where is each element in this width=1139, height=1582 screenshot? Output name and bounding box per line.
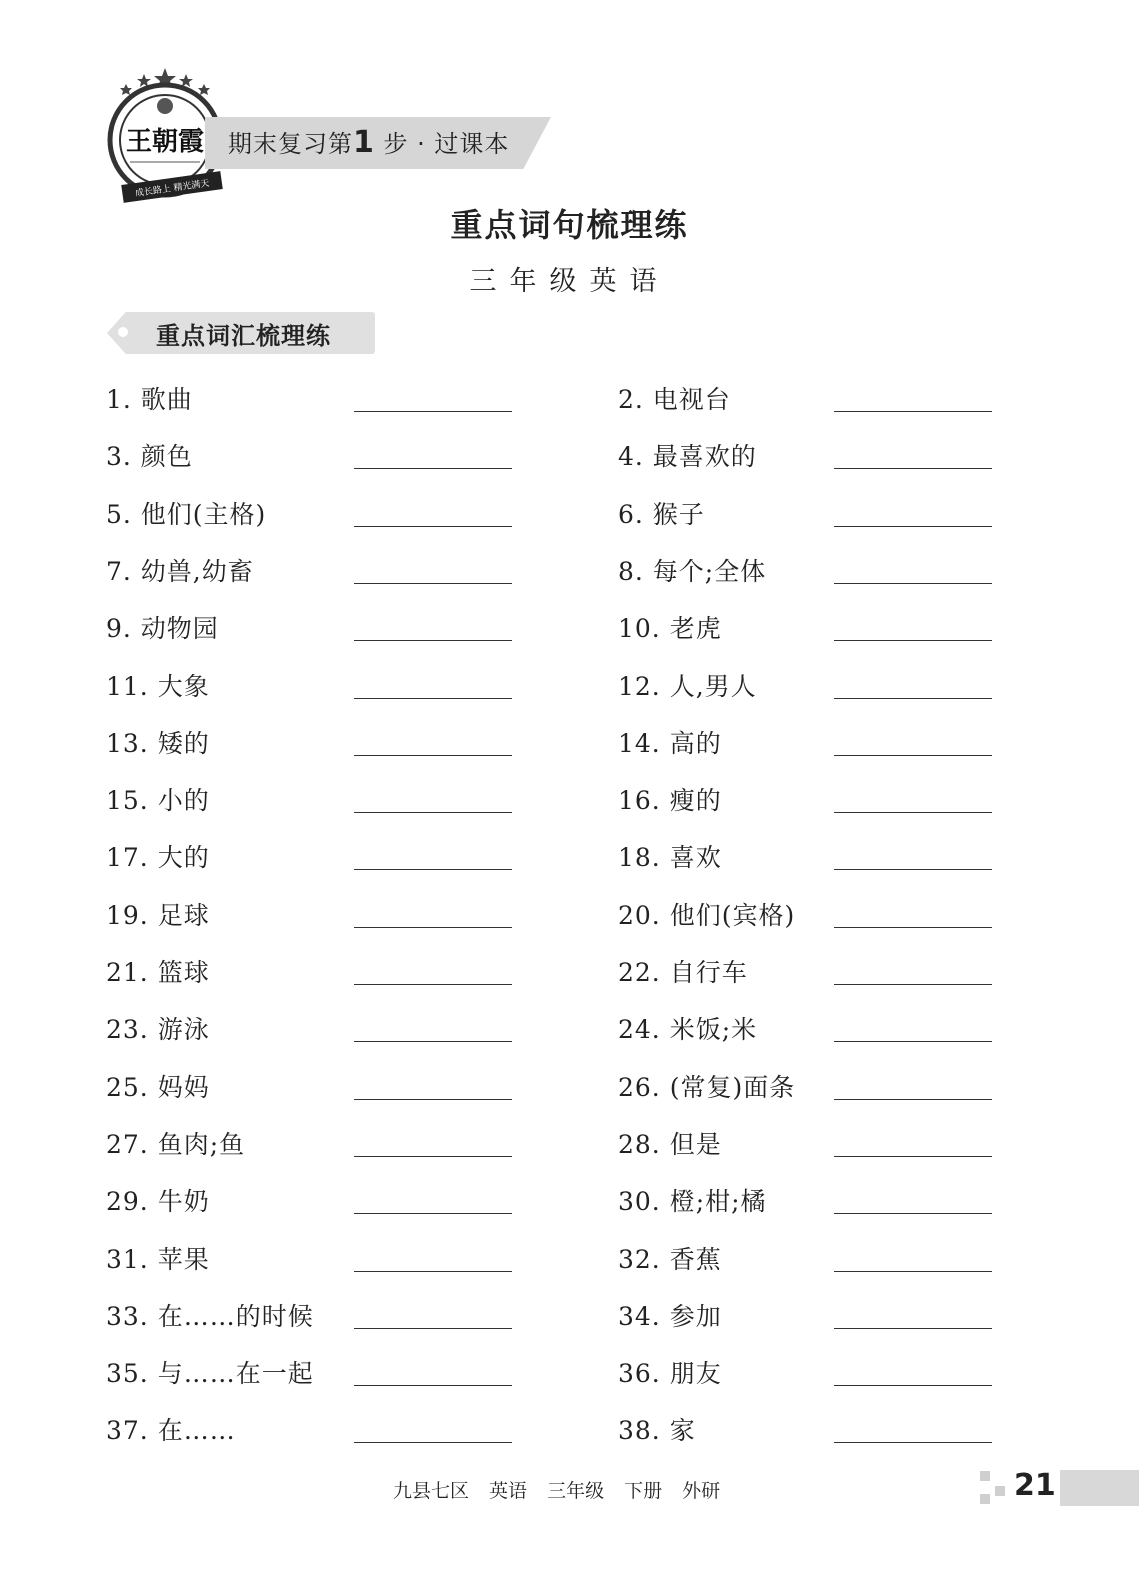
answer-blank[interactable]	[834, 1385, 992, 1386]
answer-blank[interactable]	[354, 984, 512, 985]
logo-slogan: 成长路上 精光满天	[134, 178, 211, 200]
vocab-item-label: 14. 高的	[618, 728, 722, 758]
answer-blank[interactable]	[354, 640, 512, 641]
answer-blank[interactable]	[354, 1041, 512, 1042]
vocab-item-label: 30. 橙;柑;橘	[618, 1187, 767, 1217]
answer-blank[interactable]	[834, 640, 992, 641]
banner-step: 1	[353, 125, 375, 160]
vocab-item-label: 3. 颜色	[106, 442, 193, 472]
banner-prefix: 期末复习第	[228, 130, 353, 158]
vocab-item-label: 5. 他们(主格)	[106, 499, 267, 529]
answer-blank[interactable]	[834, 583, 992, 584]
answer-blank[interactable]	[354, 1271, 512, 1272]
answer-blank[interactable]	[354, 526, 512, 527]
footer-decor	[980, 1471, 990, 1481]
answer-blank[interactable]	[834, 411, 992, 412]
page-subtitle: 三年级英语	[469, 266, 670, 297]
banner-suffix: 步 · 过课本	[383, 130, 510, 158]
answer-blank[interactable]	[354, 927, 512, 928]
vocab-item-label: 26. (常复)面条	[618, 1072, 796, 1102]
footer-bar	[1060, 1470, 1139, 1506]
answer-blank[interactable]	[834, 1099, 992, 1100]
logo-name: 王朝霞	[125, 127, 205, 157]
answer-blank[interactable]	[834, 812, 992, 813]
vocab-item-label: 33. 在……的时候	[106, 1301, 314, 1331]
footer-decor	[995, 1486, 1005, 1496]
page-number: 21	[1014, 1468, 1056, 1503]
vocab-item-label: 38. 家	[618, 1416, 696, 1446]
vocab-item-label: 34. 参加	[618, 1301, 722, 1331]
vocab-item-label: 9. 动物园	[106, 614, 219, 644]
vocab-item-label: 29. 牛奶	[106, 1187, 210, 1217]
vocab-item-label: 35. 与……在一起	[106, 1359, 314, 1389]
answer-blank[interactable]	[834, 755, 992, 756]
answer-blank[interactable]	[354, 1156, 512, 1157]
vocab-item-label: 23. 游泳	[106, 1015, 210, 1045]
vocab-item-label: 8. 每个;全体	[618, 556, 767, 586]
vocab-item-label: 16. 瘦的	[618, 786, 722, 816]
vocab-item-label: 2. 电视台	[618, 385, 731, 414]
vocab-item-label: 27. 鱼肉;鱼	[106, 1129, 246, 1159]
vocab-item-label: 17. 大的	[106, 843, 210, 873]
answer-blank[interactable]	[354, 411, 512, 412]
answer-blank[interactable]	[834, 468, 992, 469]
answer-blank[interactable]	[354, 869, 512, 870]
answer-blank[interactable]	[834, 927, 992, 928]
answer-blank[interactable]	[834, 1328, 992, 1329]
vocab-item-label: 36. 朋友	[618, 1359, 722, 1389]
vocab-item-label: 11. 大象	[106, 671, 210, 701]
vocab-item-label: 28. 但是	[618, 1129, 722, 1159]
answer-blank[interactable]	[834, 1271, 992, 1272]
answer-blank[interactable]	[834, 1156, 992, 1157]
page-title: 重点词句梳理练	[450, 206, 689, 244]
answer-blank[interactable]	[354, 583, 512, 584]
answer-blank[interactable]	[834, 1213, 992, 1214]
vocab-item-label: 32. 香蕉	[618, 1244, 722, 1274]
footer-decor	[980, 1494, 990, 1504]
answer-blank[interactable]	[834, 869, 992, 870]
answer-blank[interactable]	[354, 812, 512, 813]
answer-blank[interactable]	[834, 1442, 992, 1443]
vocab-item-label: 37. 在……	[106, 1416, 236, 1446]
answer-blank[interactable]	[354, 755, 512, 756]
vocab-item-label: 1. 歌曲	[106, 385, 193, 414]
vocab-item-label: 6. 猴子	[618, 499, 705, 529]
answer-blank[interactable]	[354, 1442, 512, 1443]
answer-blank[interactable]	[834, 698, 992, 699]
answer-blank[interactable]	[834, 1041, 992, 1042]
vocab-item-label: 21. 篮球	[106, 958, 210, 987]
answer-blank[interactable]	[834, 526, 992, 527]
vocab-item-label: 7. 幼兽,幼畜	[106, 556, 254, 586]
vocab-item-label: 25. 妈妈	[106, 1072, 210, 1102]
vocab-item-label: 12. 人,男人	[618, 671, 757, 701]
vocab-item-label: 19. 足球	[106, 900, 210, 930]
answer-blank[interactable]	[354, 1099, 512, 1100]
vocab-item-label: 10. 老虎	[618, 614, 722, 644]
vocab-item-label: 4. 最喜欢的	[618, 442, 757, 472]
vocab-item-label: 20. 他们(宾格)	[618, 900, 796, 930]
vocab-item-label: 13. 矮的	[106, 728, 210, 758]
vocab-item-label: 15. 小的	[106, 786, 210, 816]
answer-blank[interactable]	[354, 1328, 512, 1329]
section-label: 重点词汇梳理练	[156, 322, 331, 350]
footer-text: 九县七区 英语 三年级 下册 外研	[393, 1480, 721, 1502]
answer-blank[interactable]	[354, 468, 512, 469]
vocab-item-label: 18. 喜欢	[618, 843, 722, 873]
vocab-item-label: 31. 苹果	[106, 1244, 210, 1274]
vocab-item-label: 24. 米饭;米	[618, 1015, 758, 1045]
answer-blank[interactable]	[354, 1213, 512, 1214]
answer-blank[interactable]	[834, 984, 992, 985]
answer-blank[interactable]	[354, 1385, 512, 1386]
vocab-item-label: 22. 自行车	[618, 958, 748, 987]
answer-blank[interactable]	[354, 698, 512, 699]
